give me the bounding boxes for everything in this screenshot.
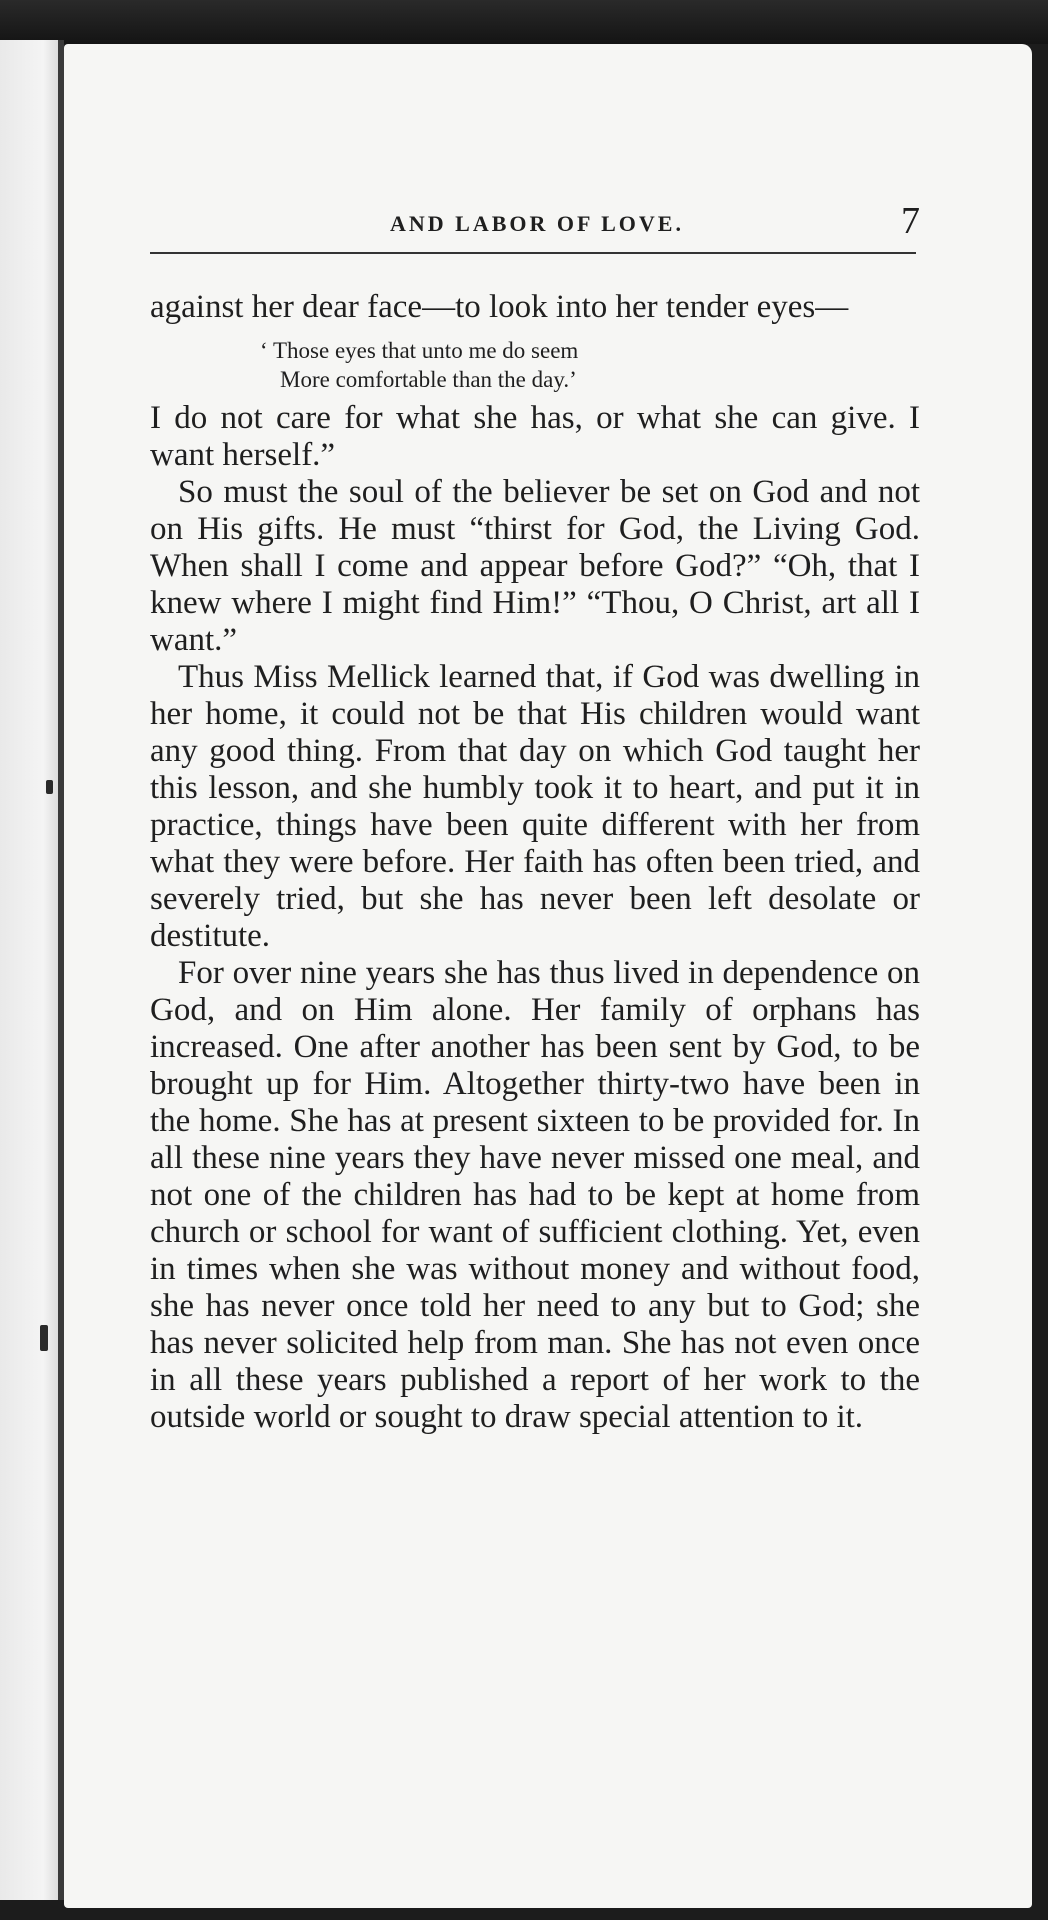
paragraph: So must the soul of the believer be set on God and not on His gifts. He must “thirst for God, the Living God. When shall I come and appear before God?” “Oh, that I knew where I might find Him!” “Thou, O Christ, art all I want.”	[150, 474, 920, 658]
page-number: 7	[901, 200, 920, 242]
paragraph: For over nine years she has thus lived in dependence on God, and on Him alone. Her family of orphans has increased. One after another has been sent by God, to be brought up for Him. Altogether thirty-two have been in the home. She has at present sixteen to be provided for. In all these nine years they have never missed one meal, and not one of the children has had to be kept at home from church or school for want of sufficient clothing. Yet, even in times when she was without money and without food, she has never once told her need to any but to God; she has never solicited help from man. She has not even once in all these years published a report of her work to the outside world or sought to draw special attention to it.	[150, 955, 920, 1435]
running-head	[150, 195, 920, 253]
verse-line: More comfortable than the day.’	[280, 367, 577, 392]
paragraph: against her dear face—to look into her tender eyes—	[150, 289, 849, 325]
page-blemish	[40, 1325, 48, 1351]
verse-line: ‘ Those eyes that unto me do seem	[260, 338, 579, 363]
page-blemish	[46, 780, 53, 794]
verse-quote	[150, 336, 920, 394]
running-title: AND LABOR OF LOVE.	[390, 211, 684, 236]
book-top-edge	[0, 0, 1048, 44]
paragraph: I do not care for what she has, or what she can give. I want herself.”	[150, 400, 920, 473]
header-rule	[150, 252, 916, 254]
facing-page-edge	[0, 40, 62, 1900]
book-page	[150, 195, 920, 1755]
page-body	[150, 289, 920, 1436]
paragraph: Thus Miss Mellick learned that, if God was dwelling in her home, it could not be that His children would want any good thing. From that day on which God taught her this lesson, and she humbly took it to heart, and put it in practice, things have been quite different with her from what they were before. Her faith has often been tried, and severely tried, but she has never been left desolate or destitute.	[150, 659, 920, 954]
